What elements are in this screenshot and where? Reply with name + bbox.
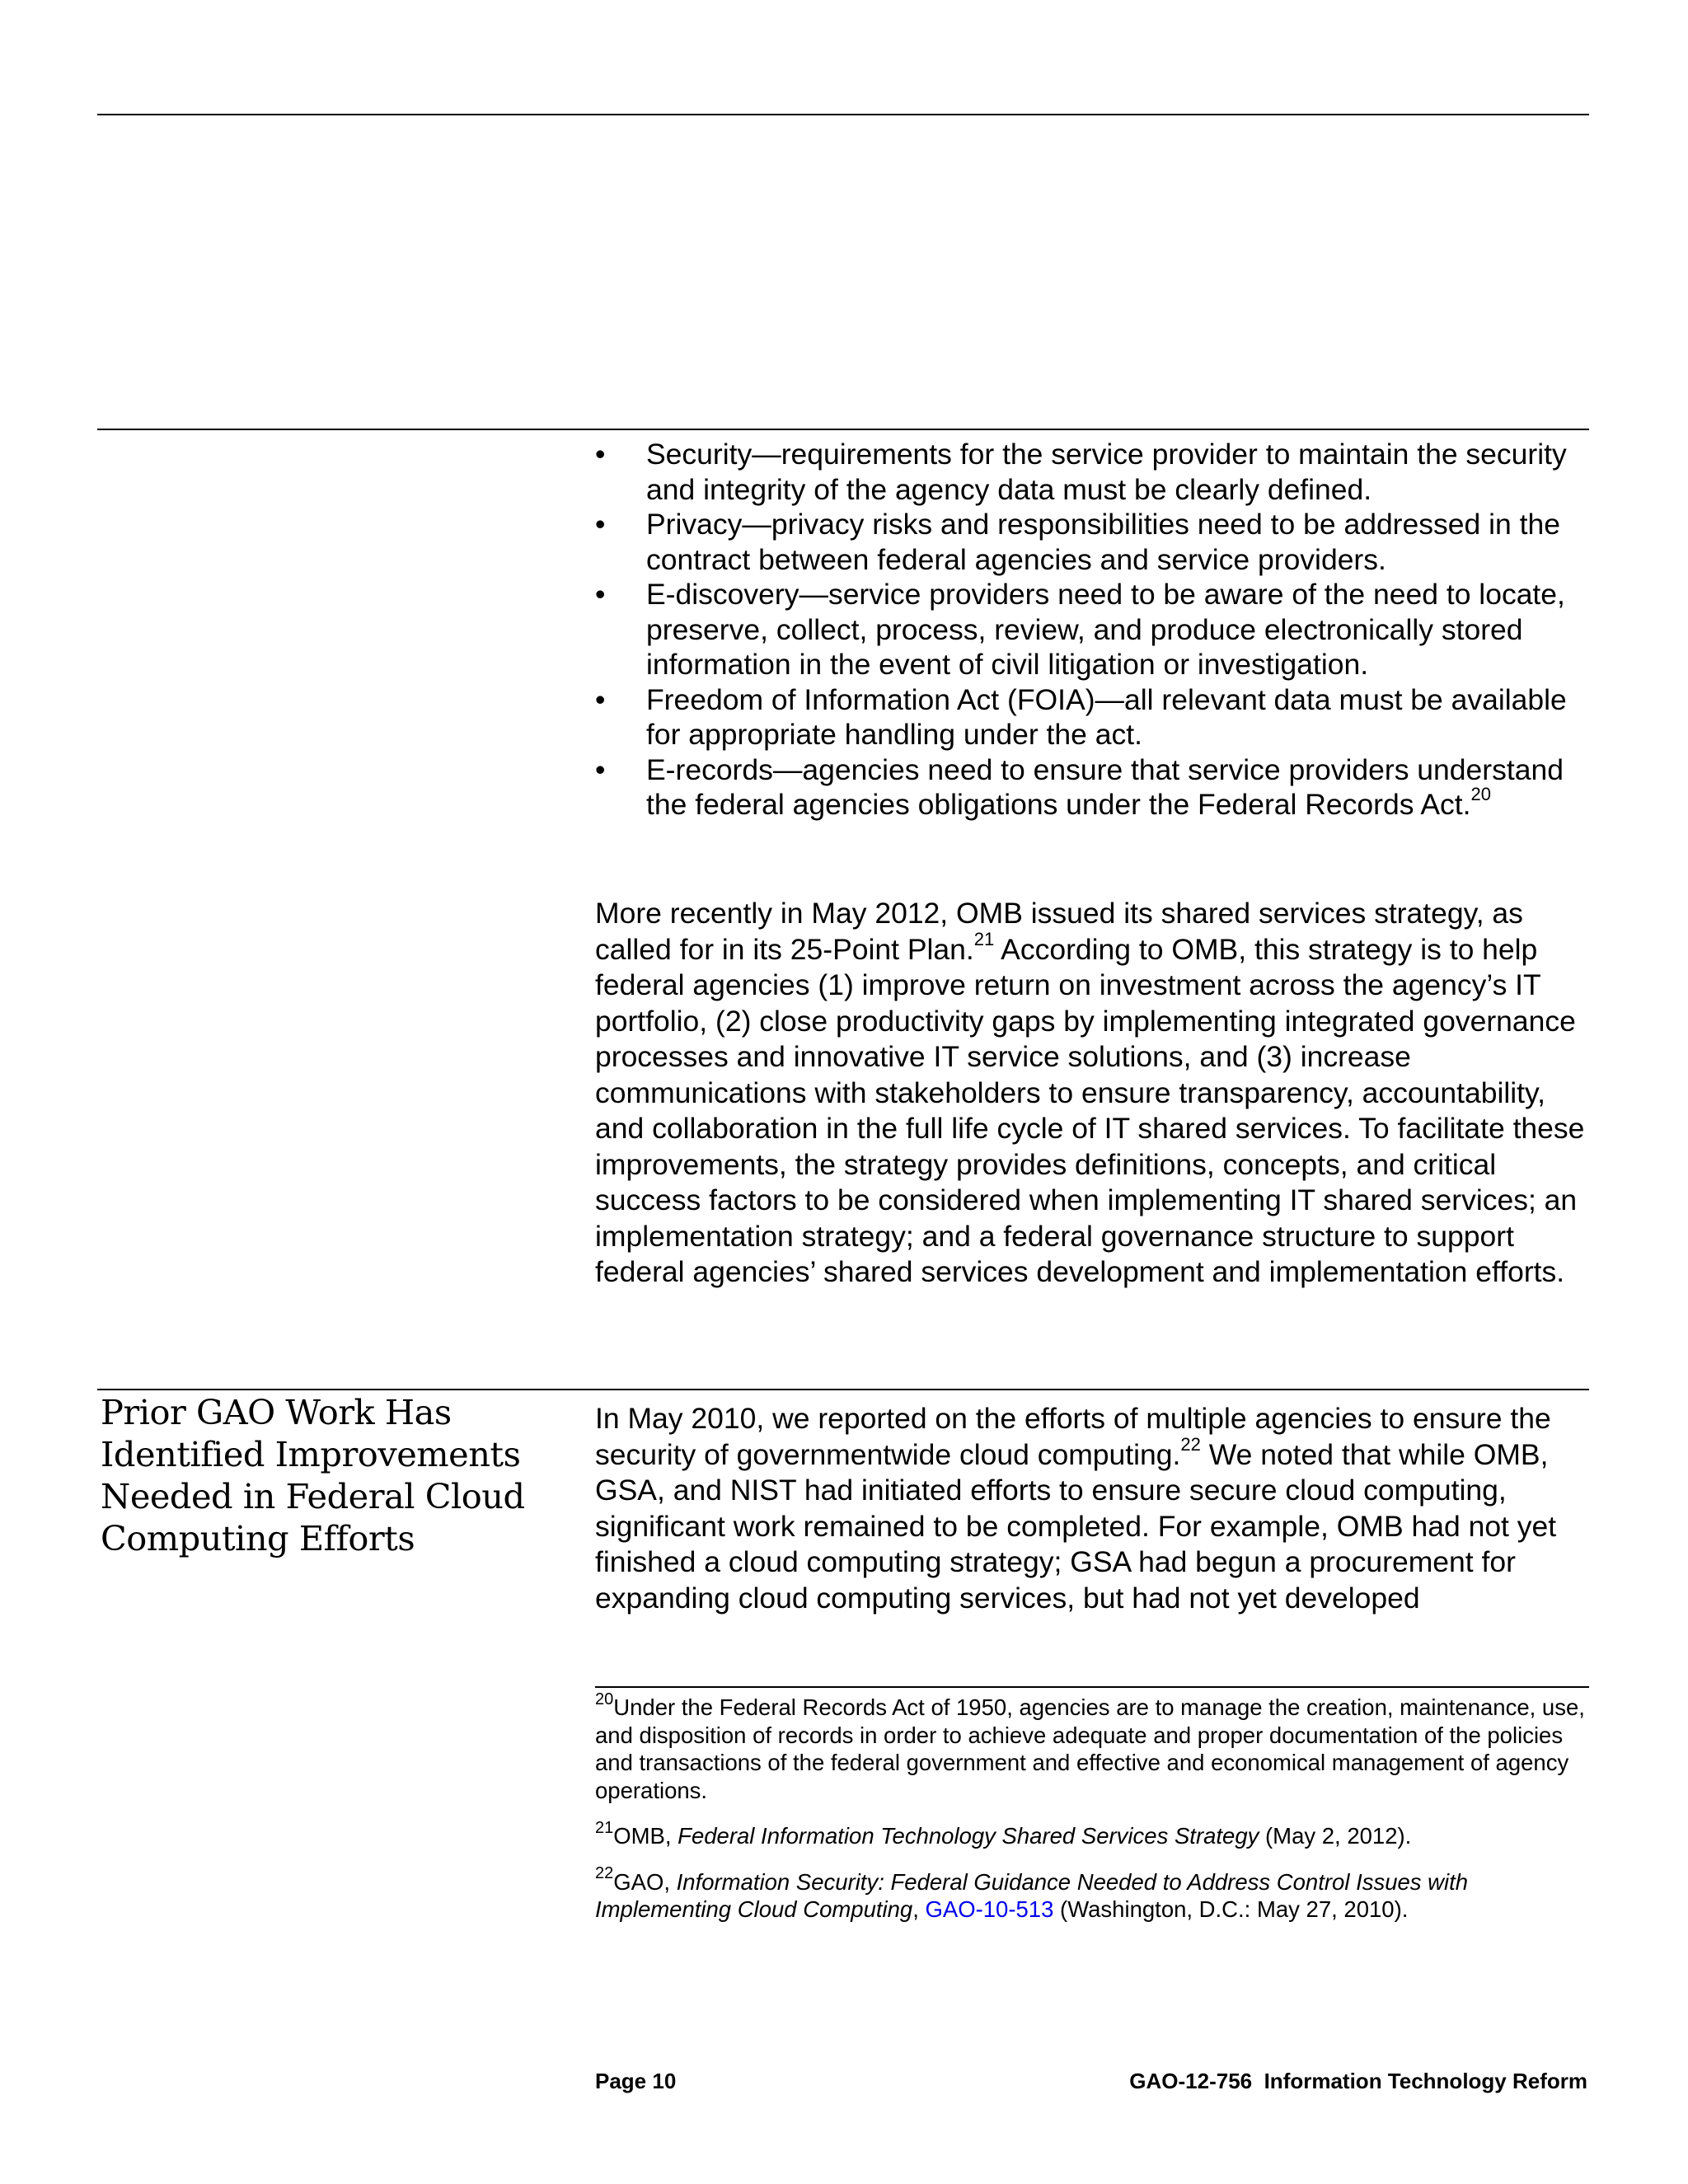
bullet-icon: •	[595, 508, 606, 541]
section-heading: Prior GAO Work Has Identified Improvements Needed in Federal Cloud Computing Efforts	[101, 1392, 525, 1558]
footnote-22: $^{22}$GAO, Information Security: Federal Guidance Needed to Address Control Issues with Implementing Cloud Computing, GAO-10-513 (Washington, D.C.: May 27, 2010).	[595, 1864, 1469, 1922]
report-link-gao-10-513[interactable]: GAO-10-513	[925, 1896, 1054, 1922]
shared-services-paragraph: More recently in May 2012, OMB issued its shared services strategy, as called for in its 25-Point Plan.$^{21}$ According to OMB, this strategy is to help federal agencies (1) improve return on investment across the agency’s IT portfolio, (2) close productivity gaps by implementing integrated governance processes and innovative IT service solutions, and (3) increase communications with stakeholders to ensure transparency, accountability, and collaboration in the full life cycle of IT shared services. To facilitate these improvements, the strategy provides definitions, concepts, and critical success factors to be considered when implementing IT shared services; an implementation strategy; and a federal governance structure to support federal agencies’ shared services development and implementation efforts.	[595, 897, 1585, 1288]
prior-gao-work-paragraph: In May 2010, we reported on the efforts of multiple agencies to ensure the security of governmentwide cloud computing.$^{22}$ We noted that while OMB, GSA, and NIST had initiated efforts to ensure secure cloud computing, significant work remained to be completed. For example, OMB had not yet finished a cloud computing strategy; GSA had begun a procurement for expanding cloud computing services, but had not yet developed	[595, 1402, 1557, 1615]
footnote-20: $^{20}$Under the Federal Records Act of 1950, agencies are to manage the creation, maintenance, use, and disposition of records in order to achieve adequate and proper documentation of the policies and transactions of the federal government and effective and economical management of agency operations.	[595, 1690, 1585, 1803]
footnote-separator	[595, 1686, 1589, 1688]
requirements-bullet-list	[595, 437, 1592, 823]
footnotes	[595, 1690, 1592, 1942]
section-rule-upper	[97, 429, 1589, 430]
footnote-ref-20[interactable]: 20	[1470, 784, 1492, 805]
bullet-icon: •	[595, 578, 606, 611]
bullet-item-erecords: • E-records—agencies need to ensure that service providers understand the federal agencies obligations under the Federal Records Act.$^{20}$	[595, 752, 1564, 821]
footnote-ref-22[interactable]: 22	[1180, 1433, 1201, 1455]
bullet-icon: •	[595, 752, 606, 786]
bullet-item-ediscovery: • E-discovery—service providers need to be aware of the need to locate, preserve, collect, process, review, and produce electronically stored information in the event of civil litigation or investigation.	[595, 578, 1565, 681]
footnote-21: $^{21}$OMB, Federal Information Technology Shared Services Strategy (May 2, 2012).	[595, 1818, 1412, 1849]
top-rule	[97, 114, 1589, 115]
report-title-footer: GAO-12-756 Information Technology Reform	[1129, 2069, 1587, 2093]
bullet-icon: •	[595, 682, 606, 716]
footnote-ref-21[interactable]: 21	[973, 928, 995, 949]
page-number: Page 10	[595, 2069, 677, 2093]
bullet-item-privacy: • Privacy—privacy risks and responsibilities need to be addressed in the contract between federal agencies and service providers.	[595, 508, 1560, 576]
bullet-item-foia: • Freedom of Information Act (FOIA)—all relevant data must be available for appropriate handling under the act.	[595, 682, 1567, 751]
section-rule-lower	[97, 1389, 1589, 1390]
bullet-icon: •	[595, 438, 606, 471]
bullet-item-security: • Security—requirements for the service provider to maintain the security and integrity of the agency data must be clearly defined.	[595, 438, 1567, 506]
